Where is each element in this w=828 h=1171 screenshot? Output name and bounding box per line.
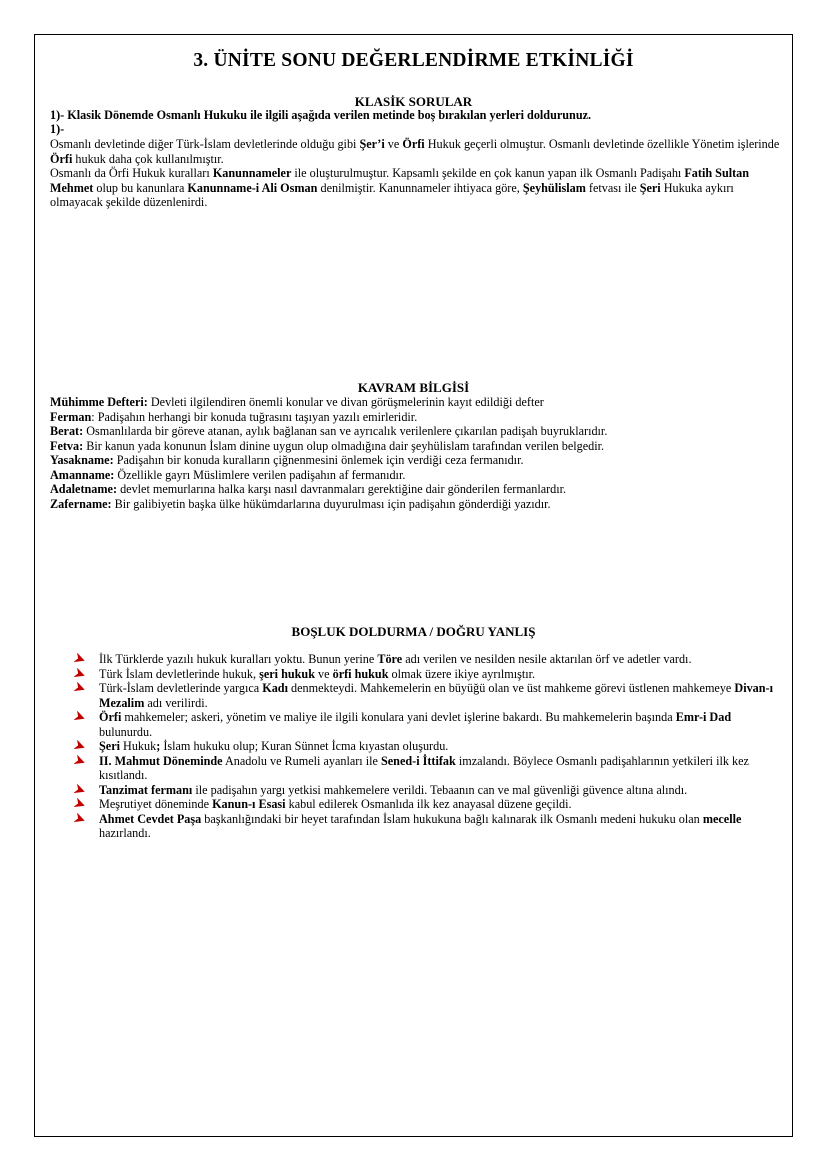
arrow-bullet-icon — [74, 711, 86, 723]
bold-answer: Ahmet Cevdet Paşa — [99, 811, 202, 826]
list-item-text: Tanzimat fermanı ile padişahın yargı yetkisi mahkemelere verildi. Tebaanın can ve mal güvenliği güvence altına alındı. — [99, 782, 688, 797]
klasik-paragraph-1: Osmanlı devletinde diğer Türk-İslam devletlerinde olduğu gibi Şer’i ve Örfi Hukuk geçerli olmuştur. Osmanlı devletinde özellikle Yönetim işlerinde Örfi hukuk daha çok kullanılmıştır. — [50, 137, 780, 166]
bold-answer: Kadı — [262, 681, 288, 695]
list-item — [74, 812, 784, 841]
kavram-definition: Devleti ilgilendiren önemli konular ve divan görüşmelerinin kayıt edildiği defter — [147, 395, 544, 409]
bold-answer: Kanunname-i Ali Osman — [187, 180, 318, 195]
kavram-item — [50, 424, 780, 439]
klasik-heading: KLASİK SORULAR — [354, 94, 473, 109]
kavram-definition: : Padişahın herhangi bir konuda tuğrasını taşıyan yazılı emirleridir. — [91, 409, 418, 424]
klasik-number: 1)- — [50, 122, 65, 136]
list-item — [74, 783, 784, 798]
list-item-text: Şeri Hukuk; İslam hukuku olup; Kuran Sünnet İcma kıyastan oluşurdu. — [99, 739, 449, 753]
kavram-item — [50, 482, 780, 497]
kavram-term: Mühimme Defteri: — [50, 395, 148, 409]
list-item-text: Türk-İslam devletlerinde yargıca Kadı denmekteydi. Mahkemelerin en büyüğü olan ve üst mahkeme görevi üstlenen mahkemeye Divan-ı Mezalim adı verilirdi. — [99, 681, 773, 710]
bold-answer: Şeyhülislam — [522, 180, 586, 195]
arrow-bullet-icon — [74, 653, 86, 665]
bold-answer: örfi hukuk — [332, 666, 389, 681]
kavram-definition: devlet memurlarına halka karşı nasıl davranmaları gerektiğine dair gönderilen fermanlardır. — [117, 482, 567, 496]
list-item — [74, 754, 784, 783]
arrow-bullet-icon — [74, 682, 86, 694]
bold-answer: Kanun-ı Esasi — [212, 797, 286, 811]
kavram-item — [50, 395, 780, 410]
kavram-item — [50, 497, 780, 512]
bold-answer: Divan-ı Mezalim — [99, 681, 773, 710]
list-item-text: Örfi mahkemeler; askeri, yönetim ve maliye ile ilgili konulara yani devlet işlerine bakardı. Bu mahkemelerin başında Emr-i Dad bulunurdu. — [99, 710, 732, 739]
kavram-term: Ferman — [50, 409, 92, 424]
klasik-paragraph-2: Osmanlı da Örfi Hukuk kuralları Kanunnameler ile oluşturulmuştur. Kapsamlı şekilde en çok kanun yapan ilk Osmanlı Padişahı Fatih Sultan Mehmet olup bu kanunlara Kanunname-i Ali Osman denilmiştir. Kanunnameler ihtiyaca göre, Şeyhülislam fetvası ile Şeri Hukuka aykırı olmayacak şekilde düzenlenirdi. — [50, 166, 750, 209]
page-title: 3. ÜNİTE SONU DEĞERLENDİRME ETKİNLİĞİ — [193, 50, 634, 71]
list-item — [74, 652, 784, 667]
arrow-bullet-icon — [74, 755, 86, 767]
bold-answer: Emr-i Dad — [675, 710, 732, 724]
kavram-term: Zafername: — [50, 496, 112, 511]
bold-answer: ; — [156, 739, 161, 753]
list-item — [74, 681, 784, 710]
bold-answer: Kanunnameler — [212, 166, 292, 180]
kavram-term: Adaletname: — [50, 482, 118, 496]
list-item — [74, 710, 784, 739]
kavram-term: Yasakname: — [50, 453, 114, 467]
arrow-bullet-icon — [74, 668, 86, 680]
bold-answer: Şeri — [639, 180, 661, 195]
kavram-term: Berat: — [50, 424, 84, 438]
arrow-bullet-icon — [74, 784, 86, 796]
kavram-definition: Osmanlılarda bir göreve atanan, aylık bağlanan san ve ayrıcalık verilenlere çıkarılan padişah buyruklarıdır. — [83, 424, 608, 438]
bold-answer: şeri hukuk — [259, 666, 315, 681]
bosluk-list — [74, 652, 784, 841]
bold-answer: mecelle — [702, 811, 742, 826]
bold-answer: II. Mahmut Döneminde — [99, 753, 223, 768]
kavram-definition: Bir kanun yada konunun İslam dinine uygun olup olmadığına dair şeyhülislam tarafından verilen belgedir. — [83, 438, 605, 453]
kavram-item — [50, 410, 780, 425]
kavram-definition: Özellikle gayrı Müslimlere verilen padişahın af fermanıdır. — [114, 467, 406, 482]
list-item-text: Ahmet Cevdet Paşa başkanlığındaki bir heyet tarafından İslam hukukuna bağlı kalınarak ilk Osmanlı medeni hukuku olan mecelle hazırlandı. — [99, 811, 742, 840]
kavram-definition: Bir galibiyetin başka ülke hükümdarlarına duyurulması için padişahın gönderdiği yazıdır. — [111, 496, 551, 511]
kavram-item — [50, 439, 780, 454]
list-item — [74, 667, 784, 682]
kavram-heading: KAVRAM BİLGİSİ — [357, 380, 470, 395]
bosluk-heading: BOŞLUK DOLDURMA / DOĞRU YANLIŞ — [291, 624, 536, 639]
arrow-bullet-icon — [74, 740, 86, 752]
bold-answer: Fatih Sultan Mehmet — [50, 166, 750, 195]
bold-answer: Şeri — [99, 739, 120, 753]
kavram-definition: Padişahın bir konuda kuralların çiğnenmesini önlemek için verdiği ceza fermanıdır. — [113, 453, 524, 467]
list-item — [74, 797, 784, 812]
klasik-question: 1)- Klasik Dönemde Osmanlı Hukuku ile ilgili aşağıda verilen metinde boş bırakılan yerleri doldurunuz. — [50, 108, 592, 122]
bold-answer: Örfi — [50, 151, 73, 166]
list-item-text: Meşrutiyet döneminde Kanun-ı Esasi kabul edilerek Osmanlıda ilk kez anayasal düzene geçildi. — [99, 797, 572, 811]
bold-answer: Töre — [377, 652, 403, 666]
bold-answer: Örfi — [402, 137, 425, 151]
arrow-bullet-icon — [74, 798, 86, 810]
arrow-bullet-icon — [74, 813, 86, 825]
bold-answer: Şer’i — [359, 137, 385, 151]
bold-answer: Tanzimat fermanı — [99, 782, 193, 797]
kavram-item — [50, 453, 780, 468]
list-item-text: Türk İslam devletlerinde hukuk, şeri hukuk ve örfi hukuk olmak üzere ikiye ayrılmıştır. — [99, 666, 536, 681]
bold-answer: Örfi — [99, 710, 122, 724]
list-item — [74, 739, 784, 754]
kavram-term: Fetva: — [50, 438, 84, 453]
kavram-list — [50, 395, 780, 511]
bold-answer: Sened-i İttifak — [380, 753, 456, 768]
kavram-item — [50, 468, 780, 483]
kavram-term: Amanname: — [50, 467, 115, 482]
list-item-text: İlk Türklerde yazılı hukuk kuralları yoktu. Bunun yerine Töre adı verilen ve nesilden nesile aktarılan örf ve adetler vardı. — [99, 652, 692, 666]
list-item-text: II. Mahmut Döneminde Anadolu ve Rumeli ayanları ile Sened-i İttifak imzalandı. Böylece Osmanlı padişahlarının yetkileri ilk kez kısıtlandı. — [99, 753, 749, 782]
